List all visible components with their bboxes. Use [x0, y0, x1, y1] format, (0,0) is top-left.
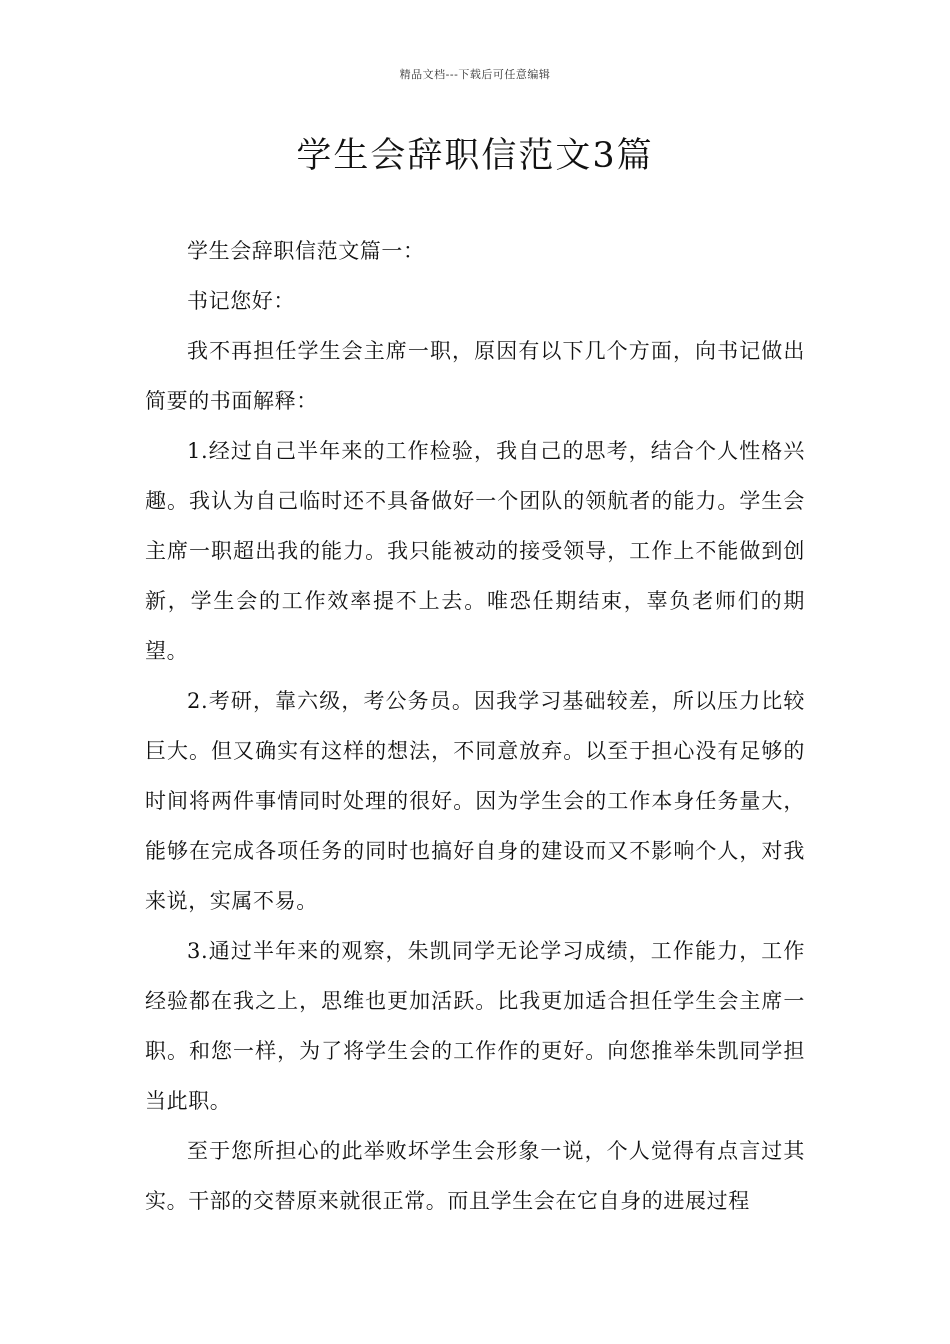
body-paragraph: 2.考研，靠六级，考公务员。因我学习基础较差，所以压力比较巨大。但又确实有这样的想法，不同意放弃。以至于担心没有足够的时间将两件事情同时处理的很好。因为学生会的工作本身任务量大，能够在完成各项任务的同时也搞好自身的建设而又不影响个人，对我来说，实属不易。 [145, 689, 805, 913]
document-body [145, 226, 805, 1226]
salutation: 书记您好： [187, 289, 295, 313]
body-paragraph: 3.通过半年来的观察，朱凯同学无论学习成绩，工作能力，工作经验都在我之上，思维也更加活跃。比我更加适合担任学生会主席一职。和您一样，为了将学生会的工作作的更好。向您推举朱凯同学担当此职。 [145, 939, 805, 1113]
body-paragraph: 1.经过自己半年来的工作检验，我自己的思考，结合个人性格兴趣。我认为自己临时还不具备做好一个团队的领航者的能力。学生会主席一职超出我的能力。我只能被动的接受领导，工作上不能做到创新，学生会的工作效率提不上去。唯恐任期结束，辜负老师们的期望。 [145, 439, 805, 663]
section-heading: 学生会辞职信范文篇一： [187, 239, 425, 263]
body-paragraph: 我不再担任学生会主席一职，原因有以下几个方面，向书记做出简要的书面解释： [145, 339, 805, 413]
header-note: 精品文档---下载后可任意编辑 [399, 68, 551, 81]
body-paragraph: 至于您所担心的此举败坏学生会形象一说，个人觉得有点言过其实。干部的交替原来就很正常。而且学生会在它自身的进展过程 [145, 1139, 805, 1213]
document-title: 学生会辞职信范文3篇 [296, 136, 654, 176]
